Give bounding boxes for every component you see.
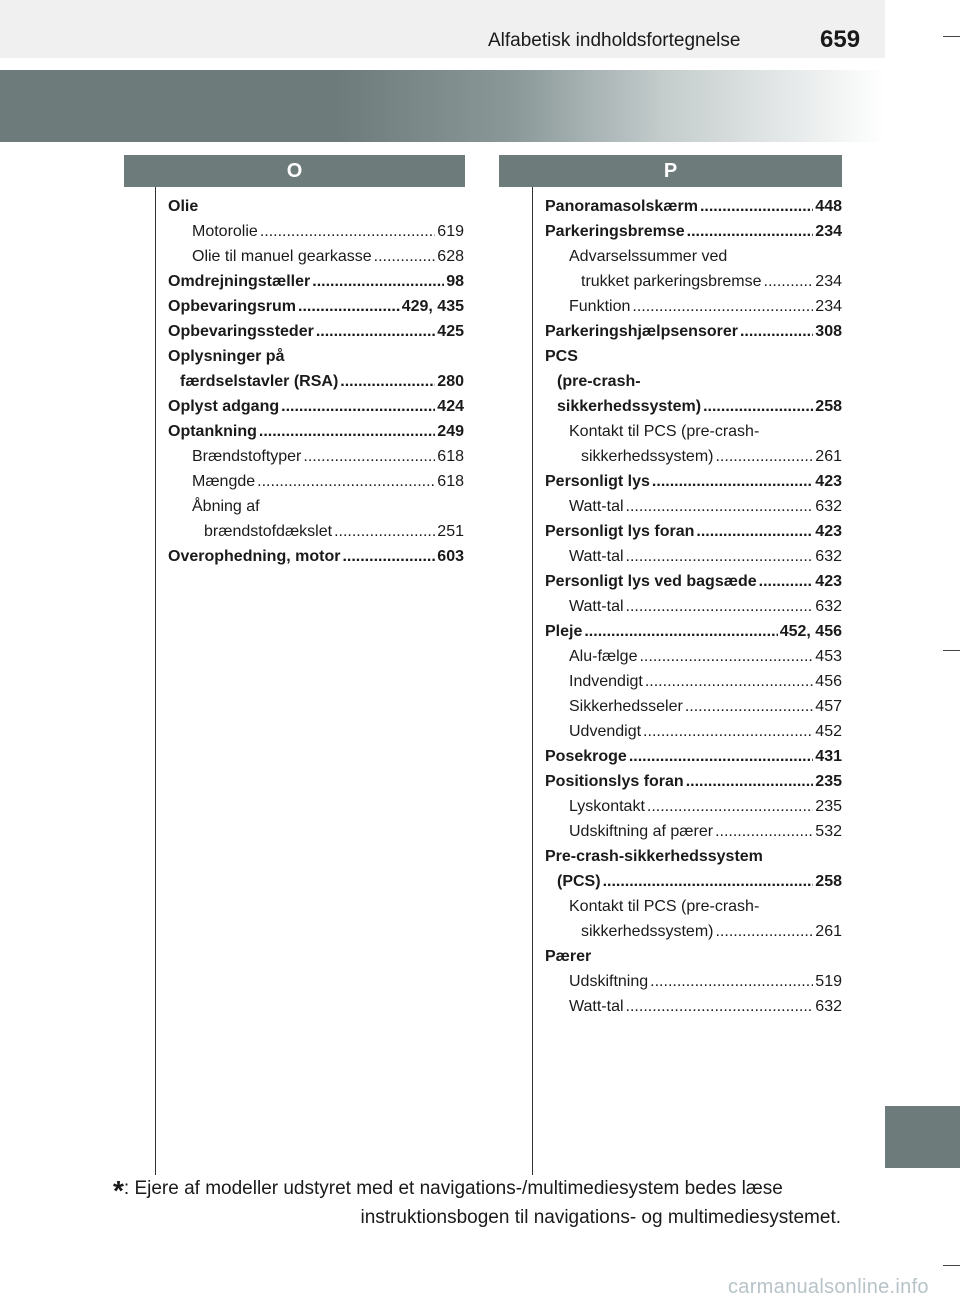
entry-page-ref: 234 <box>815 298 842 315</box>
index-entry <box>545 441 842 466</box>
index-entry <box>545 616 842 641</box>
entry-page-ref: 457 <box>815 698 842 715</box>
crop-mark <box>943 36 960 37</box>
leader-dots <box>259 423 435 441</box>
entry-term: sikkerhedssystem) <box>557 398 702 415</box>
entry-page-ref: 423 <box>815 573 842 590</box>
entry-page-ref: 251 <box>437 523 464 540</box>
index-entry <box>545 766 842 791</box>
leader-dots <box>626 998 814 1016</box>
entry-term: trukket parkeringsbremse <box>581 273 762 290</box>
index-entry <box>545 741 842 766</box>
entry-page-ref: 603 <box>437 548 464 565</box>
index-entry <box>545 266 842 291</box>
index-entry <box>545 316 842 341</box>
index-entry <box>168 516 464 541</box>
entry-page-ref: 632 <box>815 498 842 515</box>
entry-term: Positionslys foran <box>545 773 684 790</box>
entry-term: Parkeringsbremse <box>545 223 685 240</box>
entry-term: Watt-tal <box>569 548 624 565</box>
entry-term: Udskiftning <box>569 973 649 990</box>
entry-page-ref: 618 <box>437 473 464 490</box>
watermark: carmanualsonline.info <box>728 1276 929 1298</box>
index-entry <box>545 466 842 491</box>
entry-term: færdselstavler (RSA) <box>180 373 339 390</box>
entry-page-ref: 452 <box>815 723 842 740</box>
leader-dots <box>603 873 814 891</box>
header-banner <box>0 70 885 142</box>
entry-term: Olie <box>168 198 199 215</box>
index-entry <box>545 216 842 241</box>
index-entry <box>545 291 842 316</box>
index-column-o <box>168 191 464 566</box>
entry-page-ref: 619 <box>437 223 464 240</box>
index-entry <box>168 216 464 241</box>
entry-page-ref: 423 <box>815 523 842 540</box>
entry-term: Pleje <box>545 623 583 640</box>
entry-page-ref: 453 <box>815 648 842 665</box>
leader-dots <box>626 598 814 616</box>
entry-page-ref: 258 <box>815 873 842 890</box>
header-title: Alfabetisk indholdsfortegnelse <box>488 30 741 51</box>
entry-page-ref: 532 <box>815 823 842 840</box>
leader-dots <box>643 723 813 741</box>
entry-term: Personligt lys ved bagsæde <box>545 573 757 590</box>
index-entry <box>168 191 464 216</box>
entry-term: Personligt lys <box>545 473 650 490</box>
entry-page-ref: 632 <box>815 548 842 565</box>
leader-dots <box>687 223 814 241</box>
index-entry <box>545 366 842 391</box>
entry-term: Watt-tal <box>569 498 624 515</box>
index-entry <box>545 691 842 716</box>
footnote-line-1: : Ejere af modeller udstyret med et navigations-/multimediesystem bedes læse <box>123 1178 783 1199</box>
index-entry <box>545 516 842 541</box>
leader-dots <box>685 698 813 716</box>
entry-term: Lyskontakt <box>569 798 645 815</box>
entry-term: Kontakt til PCS (pre-crash- <box>569 423 760 440</box>
entry-term: Olie til manuel gearkasse <box>192 248 372 265</box>
entry-term: Opbevaringsrum <box>168 298 297 315</box>
index-entry <box>545 241 842 266</box>
entry-term: Watt-tal <box>569 998 624 1015</box>
index-entry <box>545 341 842 366</box>
index-entry <box>545 191 842 216</box>
entry-term: Personligt lys foran <box>545 523 695 540</box>
footnote-asterisk: * <box>113 1175 124 1206</box>
index-entry <box>545 716 842 741</box>
entry-term: (PCS) <box>557 873 601 890</box>
index-entry <box>168 491 464 516</box>
leader-dots <box>281 398 435 416</box>
leader-dots <box>647 798 813 816</box>
entry-term: Optankning <box>168 423 257 440</box>
entry-page-ref: 308 <box>815 323 842 340</box>
index-entry <box>168 266 464 291</box>
entry-page-ref: 632 <box>815 598 842 615</box>
index-entry <box>545 666 842 691</box>
header-strip <box>0 0 885 58</box>
leader-dots <box>715 448 813 466</box>
footnote-line-2: instruktionsbogen til navigations- og multimediesystemet. <box>360 1207 841 1228</box>
entry-page-ref: 429, 435 <box>401 298 464 315</box>
index-entry <box>545 891 842 916</box>
index-entry <box>545 491 842 516</box>
leader-dots <box>629 748 813 766</box>
entry-page-ref: 235 <box>815 798 842 815</box>
entry-page-ref: 628 <box>437 248 464 265</box>
index-entry <box>545 841 842 866</box>
entry-page-ref: 424 <box>437 398 464 415</box>
entry-page-ref: 448 <box>815 198 842 215</box>
leader-dots <box>764 273 814 291</box>
leader-dots <box>584 623 777 641</box>
entry-term: Watt-tal <box>569 598 624 615</box>
leader-dots <box>759 573 814 591</box>
index-entry <box>168 391 464 416</box>
index-entry <box>545 416 842 441</box>
leader-dots <box>342 548 435 566</box>
index-entry <box>168 441 464 466</box>
index-entry <box>545 816 842 841</box>
leader-dots <box>303 448 435 466</box>
index-entry <box>168 316 464 341</box>
crop-mark <box>943 1265 960 1266</box>
entry-term: sikkerhedssystem) <box>581 448 714 465</box>
index-entry <box>545 866 842 891</box>
index-entry <box>545 991 842 1016</box>
entry-page-ref: 456 <box>815 673 842 690</box>
crop-mark <box>943 650 960 651</box>
entry-page-ref: 258 <box>815 398 842 415</box>
page-number: 659 <box>820 26 861 53</box>
entry-page-ref: 618 <box>437 448 464 465</box>
entry-page-ref: 234 <box>815 223 842 240</box>
leader-dots <box>700 198 813 216</box>
entry-page-ref: 452, 456 <box>779 623 842 640</box>
entry-term: Motorolie <box>192 223 258 240</box>
entry-term: Posekroge <box>545 748 627 765</box>
entry-term: Oplyst adgang <box>168 398 280 415</box>
entry-page-ref: 423 <box>815 473 842 490</box>
entry-page-ref: 234 <box>815 273 842 290</box>
leader-dots <box>650 973 813 991</box>
index-column-p <box>545 191 842 1016</box>
entry-term: Udvendigt <box>569 723 642 740</box>
leader-dots <box>632 298 813 316</box>
entry-page-ref: 632 <box>815 998 842 1015</box>
entry-page-ref: 261 <box>815 923 842 940</box>
entry-page-ref: 235 <box>815 773 842 790</box>
entry-page-ref: 519 <box>815 973 842 990</box>
leader-dots <box>298 298 400 316</box>
leader-dots <box>715 923 813 941</box>
entry-term: PCS <box>545 348 578 365</box>
leader-dots <box>645 673 813 691</box>
index-entry <box>168 541 464 566</box>
entry-page-ref: 98 <box>446 273 464 290</box>
entry-term: brændstofdækslet <box>204 523 333 540</box>
leader-dots <box>639 648 813 666</box>
leader-dots <box>260 223 435 241</box>
entry-term: Advarselssummer ved <box>569 248 728 265</box>
entry-term: Sikkerhedsseler <box>569 698 683 715</box>
entry-term: (pre-crash- <box>557 373 641 390</box>
column-heading-o: O <box>124 155 465 187</box>
entry-term: Åbning af <box>192 498 260 515</box>
leader-dots <box>312 273 444 291</box>
index-entry <box>545 791 842 816</box>
entry-term: Udskiftning af pærer <box>569 823 714 840</box>
index-entry <box>545 941 842 966</box>
section-tab <box>885 1106 960 1168</box>
entry-page-ref: 261 <box>815 448 842 465</box>
entry-term: Kontakt til PCS (pre-crash- <box>569 898 760 915</box>
entry-page-ref: 280 <box>437 373 464 390</box>
index-entry <box>545 391 842 416</box>
entry-term: Brændstoftyper <box>192 448 302 465</box>
entry-term: Pærer <box>545 948 592 965</box>
leader-dots <box>334 523 435 541</box>
index-entry <box>168 241 464 266</box>
index-entry <box>168 416 464 441</box>
index-entry <box>545 916 842 941</box>
leader-dots <box>257 473 435 491</box>
index-entry <box>545 541 842 566</box>
leader-dots <box>652 473 813 491</box>
leader-dots <box>703 398 813 416</box>
leader-dots <box>715 823 813 841</box>
entry-term: Panoramasolskærm <box>545 198 698 215</box>
entry-term: Funktion <box>569 298 631 315</box>
entry-term: Opbevaringssteder <box>168 323 314 340</box>
index-entry <box>545 566 842 591</box>
index-entry <box>545 591 842 616</box>
column-rule <box>532 187 533 1175</box>
leader-dots <box>316 323 435 341</box>
entry-term: Overophedning, motor <box>168 548 341 565</box>
index-entry <box>168 366 464 391</box>
column-rule <box>155 187 156 1175</box>
entry-page-ref: 425 <box>437 323 464 340</box>
footnote <box>113 1175 841 1231</box>
entry-term: Omdrejningstæller <box>168 273 311 290</box>
leader-dots <box>626 498 814 516</box>
entry-term: sikkerhedssystem) <box>581 923 714 940</box>
entry-term: Pre-crash-sikkerhedssystem <box>545 848 763 865</box>
entry-page-ref: 431 <box>815 748 842 765</box>
leader-dots <box>740 323 813 341</box>
entry-term: Oplysninger på <box>168 348 285 365</box>
index-entry <box>168 466 464 491</box>
leader-dots <box>686 773 814 791</box>
index-entry <box>168 291 464 316</box>
entry-term: Mængde <box>192 473 256 490</box>
entry-term: Parkeringshjælpsensorer <box>545 323 738 340</box>
leader-dots <box>626 548 814 566</box>
entry-term: Indvendigt <box>569 673 643 690</box>
entry-term: Alu-fælge <box>569 648 638 665</box>
leader-dots <box>340 373 435 391</box>
leader-dots <box>696 523 813 541</box>
index-entry <box>545 966 842 991</box>
leader-dots <box>374 248 436 266</box>
index-entry <box>168 341 464 366</box>
column-heading-p: P <box>499 155 842 187</box>
entry-page-ref: 249 <box>437 423 464 440</box>
index-entry <box>545 641 842 666</box>
